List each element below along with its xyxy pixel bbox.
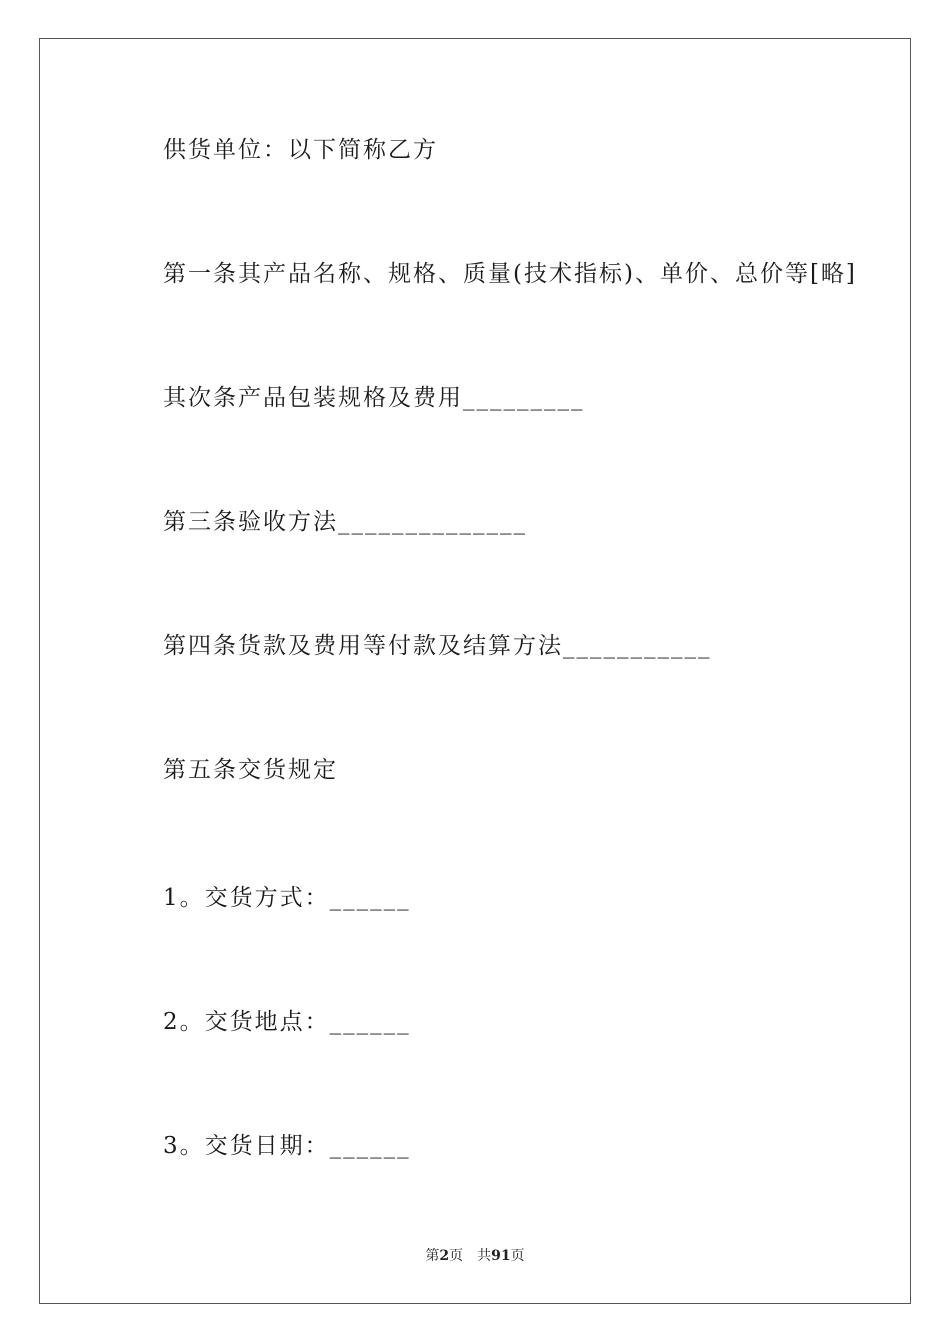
delivery-location-line: 2。交货地点：______: [163, 1009, 411, 1035]
article-2-line: 其次条产品包装规格及费用_________: [163, 385, 585, 411]
delivery-date-line: 3。交货日期：______: [163, 1133, 411, 1159]
article-3-line: 第三条验收方法______________: [163, 509, 527, 535]
footer-total-pages: 91: [491, 1248, 511, 1264]
supplier-line: 供货单位：以下简称乙方: [163, 137, 438, 163]
footer-total-prefix: 共: [477, 1248, 492, 1264]
footer-page-number: 2: [439, 1248, 450, 1264]
page-frame: [39, 38, 911, 1304]
delivery-method-line: 1。交货方式：______: [163, 885, 411, 911]
footer-total-suffix: 页: [510, 1248, 525, 1264]
footer-page-prefix: 第: [425, 1248, 440, 1264]
page-footer: [0, 1247, 950, 1265]
article-4-line: 第四条货款及费用等付款及结算方法___________: [163, 633, 712, 659]
footer-page-suffix: 页: [449, 1248, 464, 1264]
article-5-line: 第五条交货规定: [163, 757, 338, 783]
article-1-line: 第一条其产品名称、规格、质量(技术指标)、单价、总价等[略]: [163, 261, 857, 287]
